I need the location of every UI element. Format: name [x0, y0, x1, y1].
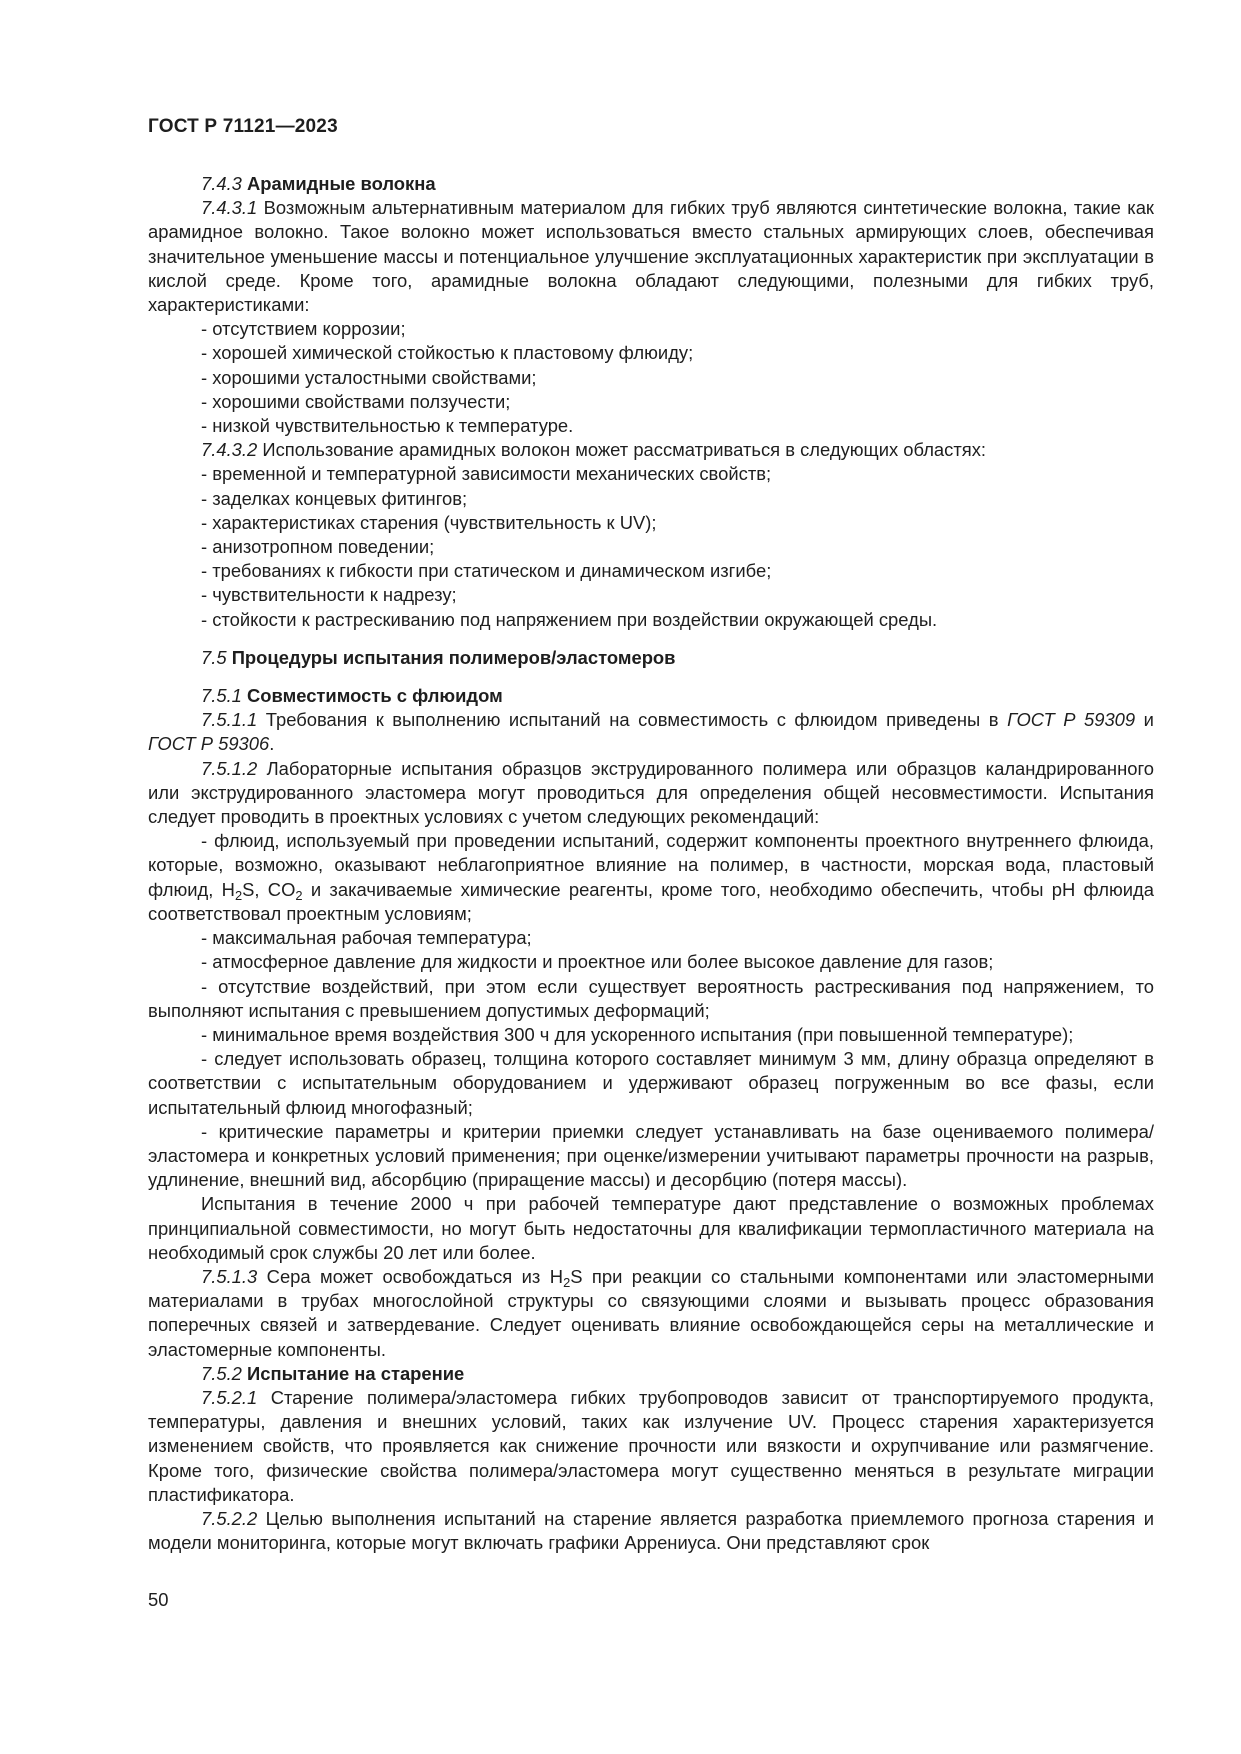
document-body	[148, 172, 1154, 1555]
list-item: - характеристиках старения (чувствительность к UV);	[201, 511, 657, 533]
list-item: - заделках концевых фитингов;	[201, 487, 468, 509]
standard-reference: ГОСТ Р 59306	[148, 733, 270, 755]
section-heading-7-5-1: 7.5.1 Совместимость с флюидом	[201, 685, 503, 707]
list-item: - флюид, используемый при проведении испытаний, содержит компоненты проектного внутреннего флюида, которые, возможно, оказывают неблагоприятное влияние на полимер, в частности, морская вода, пластовый флюид, $H_2S$, $CO_2$ и закачиваемые химические реагенты, кроме того, необходимо обеспечить, чтобы pH флюида соответствовал проектным условиям;	[148, 830, 1155, 924]
paragraph-7-5-1-3: 7.5.1.3 Сера может освобождаться из $H_2S$ при реакции со стальными компонентами или эластомерными материалами в трубах многослойной структуры со связующими слоями и вызывать процесс образования поперечных связей и затвердевание. Следует оценивать влияние освобождающейся серы на металлические и эластомерные компоненты.	[148, 1265, 1154, 1360]
list-item: - атмосферное давление для жидкости и проектное или более высокое давление для газов;	[201, 951, 994, 973]
spacer	[148, 632, 1154, 646]
paragraph-7-5-1-1: 7.5.1.1 Требования к выполнению испытаний на совместимость с флюидом приведены в ГОСТ Р 59309 и ГОСТ Р 59306.	[148, 709, 1154, 755]
list-item: - стойкости к растрескиванию под напряжением при воздействии окружающей среды.	[201, 608, 938, 630]
paragraph-7-5-2-2: 7.5.2.2 Целью выполнения испытаний на старение является разработка приемлемого прогноза старения и модели мониторинга, которые могут включать графики Аррениуса. Они представляют срок	[148, 1507, 1154, 1554]
paragraph-7-5-1-2: 7.5.1.2 Лабораторные испытания образцов экструдированного полимера или образцов каландрированного или экструдированного эластомера могут проводиться для определения общей несовместимости. Испытания следует проводить в проектных условиях с учетом следующих рекомендаций:	[148, 757, 1154, 828]
list-item: - анизотропном поведении;	[201, 536, 435, 558]
list-item: - отсутствие воздействий, при этом если существует вероятность растрескивания под напряжением, то выполняют испытания с превышением допустимых деформаций;	[148, 975, 1154, 1021]
section-heading-7-5: 7.5 Процедуры испытания полимеров/эластомеров	[201, 646, 676, 668]
list-item: - хорошими свойствами ползучести;	[201, 390, 511, 412]
standard-reference: ГОСТ Р 59309	[1007, 709, 1136, 731]
list-item: - максимальная рабочая температура;	[201, 927, 532, 949]
paragraph-7-5-2-1: 7.5.2.1 Старение полимера/эластомера гибких трубопроводов зависит от транспортируемого продукта, температуры, давления и внешних условий, таких как излучение UV. Процесс старения характеризуется изменением свойств, что проявляется как снижение прочности или вязкости и охрупчивание или размягчение. Кроме того, физические свойства полимера/эластомера могут существенно меняться в результате миграции пластификатора.	[148, 1386, 1154, 1505]
paragraph-7-4-3-1: 7.4.3.1 Возможным альтернативным материалом для гибких труб являются синтетические волокна, такие как арамидное волокно. Такое волокно может использоваться вместо стальных армирующих слоев, обеспечивая значительное уменьшение массы и потенциальное улучшение эксплуатационных характеристик при эксплуатации в кислой среде. Кроме того, арамидные волокна обладают следующими, полезными для гибких труб, характеристиками:	[148, 197, 1154, 316]
page-number: 50	[148, 1589, 169, 1610]
section-heading-7-4-3: 7.4.3 Арамидные волокна	[201, 173, 436, 194]
list-item: - критические параметры и критерии приемки следует устанавливать на базе оцениваемого полимера/эластомера и конкретных условий применения; при оценке/измерении учитывают параметры прочности на разрыв, удлинение, внешний вид, абсорбцию (приращение массы) и десорбцию (потеря массы).	[148, 1120, 1154, 1191]
list-item: - низкой чувствительностью к температуре.	[201, 415, 574, 437]
section-heading-7-5-2: 7.5.2 Испытание на старение	[201, 1362, 465, 1384]
list-item: - минимальное время воздействия 300 ч для ускоренного испытания (при повышенной температуре);	[201, 1023, 1074, 1045]
list-item: - требованиях к гибкости при статическом и динамическом изгибе;	[201, 560, 772, 582]
list-item: - чувствительности к надрезу;	[201, 584, 457, 606]
list-item: - хорошей химической стойкостью к пластовому флюиду;	[201, 342, 694, 364]
spacer	[148, 670, 1154, 684]
list-item: - временной и температурной зависимости механических свойств;	[201, 463, 772, 485]
document-header: ГОСТ Р 71121—2023	[148, 116, 338, 137]
list-item: - хорошими усталостными свойствами;	[201, 366, 537, 388]
paragraph-7-4-3-2: 7.4.3.2 Использование арамидных волокон может рассматриваться в следующих областях:	[201, 439, 987, 461]
paragraph-text: Испытания в течение 2000 ч при рабочей температуре дают представление о возможных проблемах принципиальной совместимости, но могут быть недостаточны для квалификации термопластичного материала на необходимый срок службы 20 лет или более.	[148, 1193, 1154, 1263]
list-item: - отсутствием коррозии;	[201, 318, 406, 340]
list-item: - следует использовать образец, толщина которого составляет минимум 3 мм, длину образца определяют в соответствии с испытательным оборудованием и удерживают образец погруженным во все фазы, если испытательный флюид многофазный;	[148, 1048, 1154, 1118]
